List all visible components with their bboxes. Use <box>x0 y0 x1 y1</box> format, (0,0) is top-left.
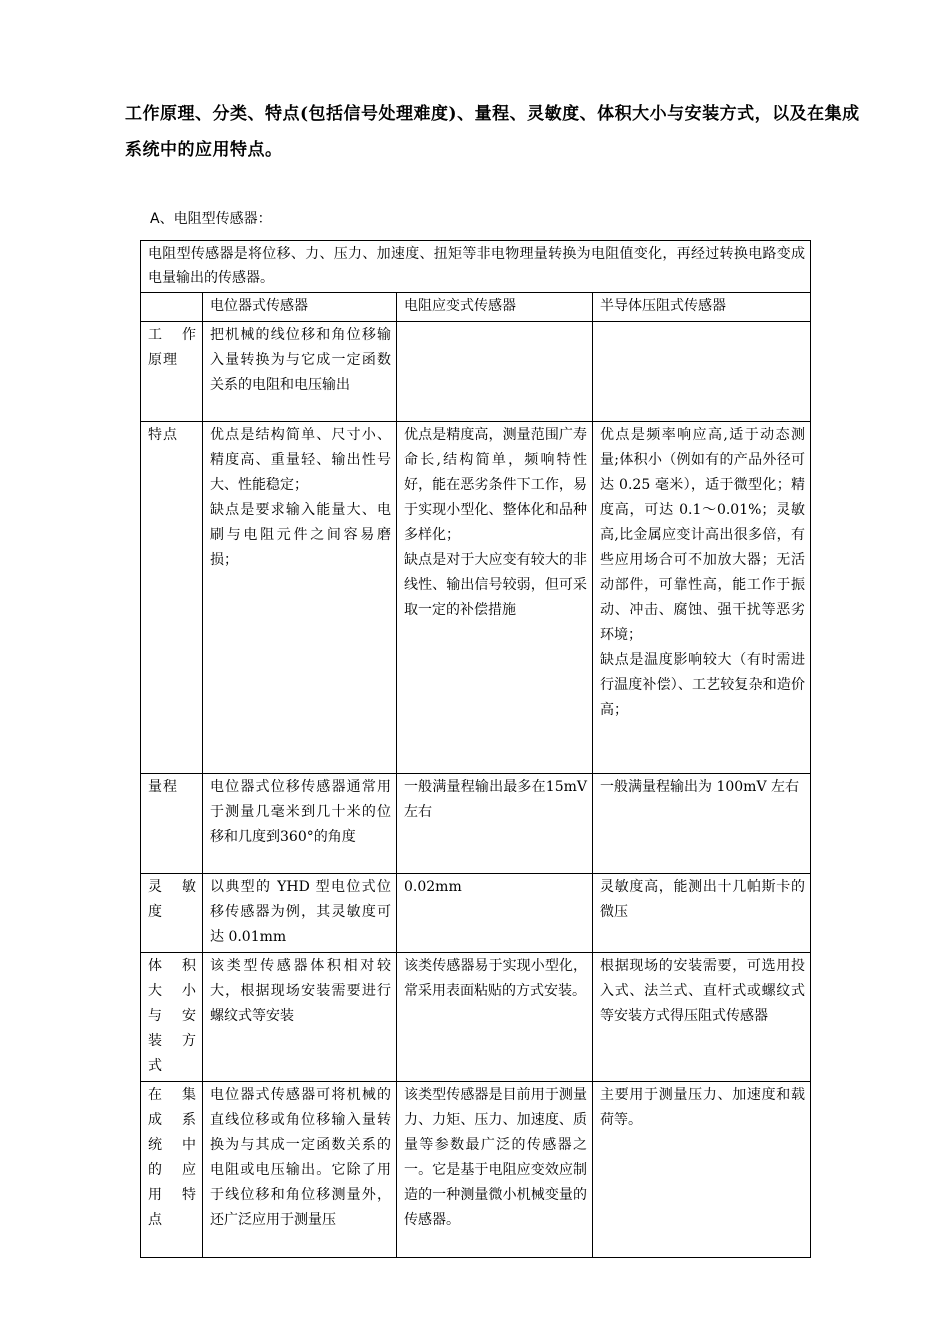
intro-paragraph: 工作原理、分类、特点(包括信号处理难度)、量程、灵敏度、体积大小与安装方式，以及在集成系统中的应用特点。 <box>125 104 860 160</box>
sensor-comparison-table <box>140 240 811 1258</box>
header-cell-empty <box>141 293 203 322</box>
table-cell <box>203 322 397 422</box>
table-cell <box>593 322 811 422</box>
table-cell <box>593 422 811 774</box>
cell-text: 一般满量程输出最多在15mV 左右 <box>404 779 587 820</box>
header-piezoresistive: 半导体压阻式传感器 <box>593 293 811 322</box>
table-header-row <box>141 293 811 322</box>
table-cell <box>397 774 593 874</box>
table-description-row <box>141 241 811 293</box>
table-row <box>141 774 811 874</box>
table-row <box>141 322 811 422</box>
cell-text: 0.02mm <box>404 879 462 895</box>
table-cell <box>397 1082 593 1258</box>
table-cell <box>593 774 811 874</box>
cell-text: 一般满量程输出为 100mV 左右 <box>600 779 800 795</box>
row-label-integration: 在 集成 系统 中的 应用 特点 <box>141 1082 203 1258</box>
cell-advantages: 优点是频率响应高,适于动态测量;体积小（例如有的产品外径可达 0.25 毫米），适于微型化；精度高，可达 0.1～0.01%；灵敏高,比金属应变计高出很多倍，有些应用场合可不加放大器；无活动部件，可靠性高，能工作于振动、冲击、腐蚀、强干扰等恶劣环境； <box>600 427 805 643</box>
table-cell <box>397 422 593 774</box>
cell-text: 电位器式位移传感器通常用于测量几毫米到几十米的位移和几度到360°的角度 <box>210 779 391 845</box>
table-row <box>141 422 811 774</box>
cell-disadvantages: 缺点是要求输入能量大、电刷与电阻元件之间容易磨损； <box>210 502 391 568</box>
row-label-sensitivity: 灵 敏度 <box>141 874 203 953</box>
row-label-principle: 工 作原理 <box>141 322 203 422</box>
table-cell <box>203 422 397 774</box>
table-cell <box>593 874 811 953</box>
table-cell <box>397 322 593 422</box>
cell-disadvantages: 缺点是对于大应变有较大的非线性、输出信号较弱，但可采取一定的补偿措施 <box>404 552 587 618</box>
cell-text: 电位器式传感器可将机械的直线位移或角位移输入量转换为与其成一定函数关系的电阻或电压输出。它除了用于线位移和角位移测量外，还广泛应用于测量压 <box>210 1087 391 1228</box>
cell-advantages: 优点是结构简单、尺寸小、精度高、重量轻、输出性号大、性能稳定； <box>210 427 391 493</box>
table-row <box>141 953 811 1082</box>
cell-text: 主要用于测量压力、加速度和载荷等。 <box>600 1087 805 1128</box>
cell-disadvantages: 缺点是温度影响较大（有时需进行温度补偿）、工艺较复杂和造价高； <box>600 652 805 718</box>
table-cell <box>593 1082 811 1258</box>
table-cell <box>593 953 811 1082</box>
cell-text: 该类型传感器体积相对较大，根据现场安装需要进行螺纹式等安装 <box>210 958 391 1024</box>
row-label-range: 量程 <box>141 774 203 874</box>
cell-advantages: 优点是精度高，测量范围广寿命长,结构简单，频响特性好，能在恶劣条件下工作，易于实现小型化、整体化和品种多样化； <box>404 427 587 543</box>
table-cell <box>397 874 593 953</box>
cell-text: 该类传感器易于实现小型化，常采用表面粘贴的方式安装。 <box>404 958 587 999</box>
header-strain-gauge: 电阻应变式传感器 <box>397 293 593 322</box>
row-label-size-installation: 体 积大 小与 安装 方式 <box>141 953 203 1082</box>
cell-text: 灵敏度高，能测出十几帕斯卡的微压 <box>600 879 805 920</box>
table-row <box>141 874 811 953</box>
section-title: A、电阻型传感器： <box>150 211 272 227</box>
table-row <box>141 1082 811 1258</box>
cell-text: 该类型传感器是目前用于测量力、力矩、压力、加速度、质量等参数最广泛的传感器之一。它是基于电阻应变效应制造的一种测量微小机械变量的传感器。 <box>404 1087 587 1228</box>
cell-text: 以典型的 YHD 型电位式位移传感器为例，其灵敏度可达 0.01mm <box>210 879 391 945</box>
table-description: 电阻型传感器是将位移、力、压力、加速度、扭矩等非电物理量转换为电阻值变化，再经过转换电路变成电量输出的传感器。 <box>141 241 811 293</box>
table-cell <box>203 953 397 1082</box>
cell-text: 把机械的线位移和角位移输入量转换为与它成一定函数关系的电阻和电压输出 <box>210 327 391 393</box>
table-cell <box>203 774 397 874</box>
header-potentiometer: 电位器式传感器 <box>203 293 397 322</box>
row-label-features: 特点 <box>141 422 203 774</box>
cell-text: 根据现场的安装需要，可选用投入式、法兰式、直杆式或螺纹式等安装方式得压阻式传感器 <box>600 958 805 1024</box>
table-cell <box>397 953 593 1082</box>
table-cell <box>203 1082 397 1258</box>
table-cell <box>203 874 397 953</box>
